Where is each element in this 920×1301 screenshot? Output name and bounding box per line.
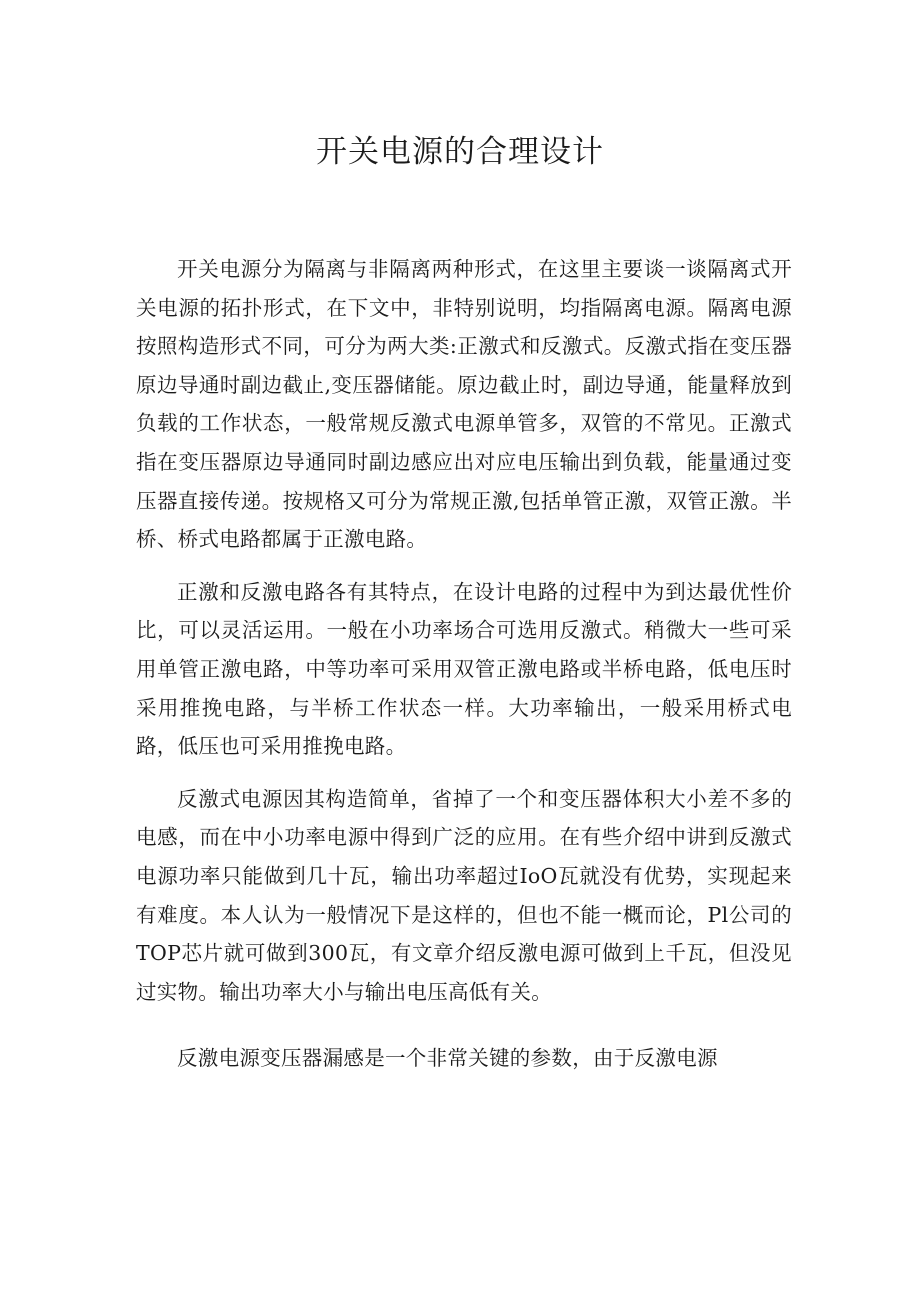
document-body [136,250,792,1092]
paragraph-flyback-power: 反激式电源因其构造简单，省掉了一个和变压器体积大小差不多的电感，而在中小功率电源中得到广泛的应用。在有些介绍中讲到反激式电源功率只能做到几十瓦，输出功率超过IoO瓦就没有优势，实现起来有难度。本人认为一般情况下是这样的，但也不能一概而论，Pl公司的TOP芯片就可做到300瓦，有文章介绍反激电源可做到上千瓦，但没见过实物。输出功率大小与输出电压高低有关。 [136,786,792,1004]
paragraph-leakage-inductance: 反激电源变压器漏感是一个非常关键的参数，由于反激电源 [177,1046,718,1071]
paragraph-isolation-topologies: 开关电源分为隔离与非隔离两种形式，在这里主要谈一谈隔离式开关电源的拓扑形式，在下文中，非特别说明，均指隔离电源。隔离电源按照构造形式不同，可分为两大类:正激式和反激式。反激式指在变压器原边导通时副边截止,变压器储能。原边截止时，副边导通，能量释放到负载的工作状态，一般常规反激式电源单管多，双管的不常见。正激式指在变压器原边导通同时副边感应出对应电压输出到负载，能量通过变压器直接传递。按规格又可分为常规正激,包括单管正激，双管正激。半桥、桥式电路都属于正激电路。 [136,257,792,552]
document-title: 开关电源的合理设计 [316,134,604,170]
paragraph-forward-vs-flyback: 正激和反激电路各有其特点，在设计电路的过程中为到达最优性价比，可以灵活运用。一般在小功率场合可选用反激式。稍微大一些可采用单管正激电路，中等功率可采用双管正激电路或半桥电路，低电压时采用推挽电路，与半桥工作状态一样。大功率输出，一般采用桥式电路，低压也可采用推挽电路。 [136,579,792,759]
